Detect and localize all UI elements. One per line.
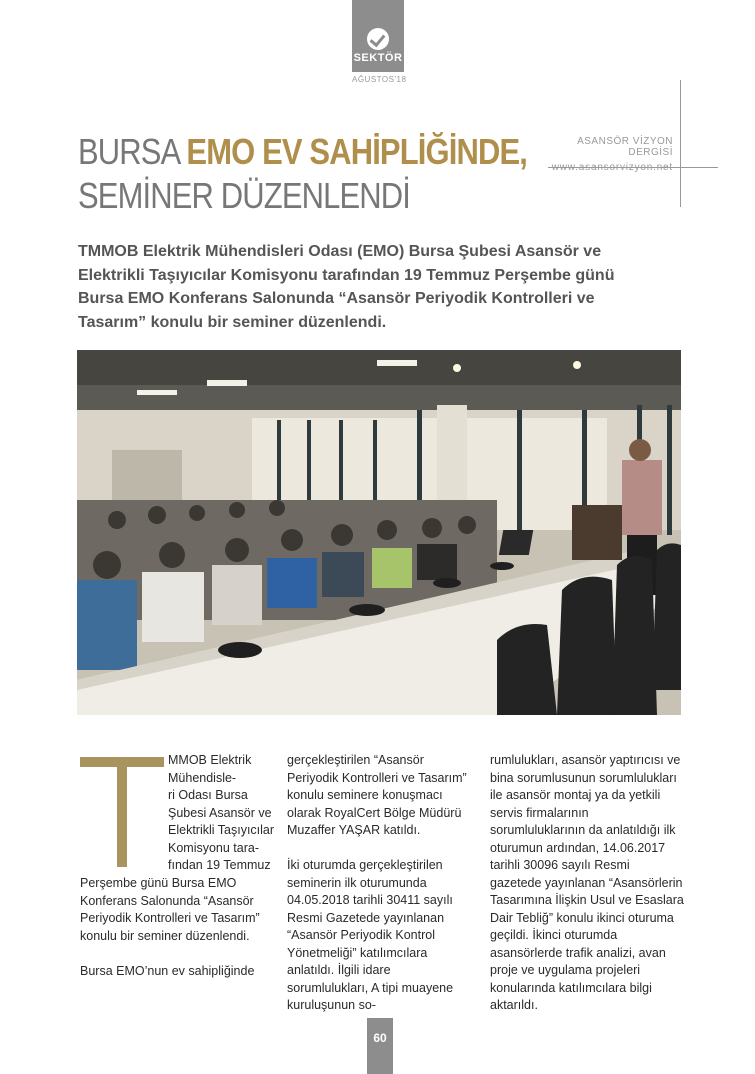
section-tab bbox=[352, 0, 404, 72]
column-2 bbox=[287, 752, 471, 1032]
title-part2: SEMİNER DÜZENLENDİ bbox=[78, 175, 411, 216]
divider-vertical bbox=[680, 80, 681, 207]
intro-line: fından 19 Temmuz bbox=[168, 858, 271, 872]
seminar-photo bbox=[77, 350, 681, 715]
drop-cap-stem bbox=[117, 757, 127, 867]
paragraph: İki oturumda gerçekleştirilen seminerin ilk oturumunda 04.05.2018 tarihli 30411 sayılı Resmi Gazetede yayınlanan “Asansör Periyodik Kontrol Yönetmeliği” katılımcılara anlatıldı. İlgili idare sorumlulukları, A tipi muayene kuruluşunun so- bbox=[287, 858, 454, 1012]
issue-date: AĞUSTOS'18 bbox=[352, 75, 407, 84]
article-title bbox=[78, 130, 542, 218]
section-label: SEKTÖR bbox=[353, 52, 403, 64]
drop-cap bbox=[80, 757, 164, 867]
checkmark-icon bbox=[367, 28, 389, 50]
paragraph: Perşembe günü Bursa EMO Konferans Salonunda “Asansör Periyodik Kontrolleri ve Tasarım” konulu bir seminer düzenlendi. bbox=[80, 876, 260, 943]
intro-line: MMOB Elektrik bbox=[168, 753, 252, 767]
intro-line: Şubesi Asansör ve bbox=[168, 805, 272, 820]
title-part1: BURSA bbox=[78, 131, 187, 172]
intro-line: ri Odası Bursa bbox=[168, 788, 248, 802]
intro-line: Elektrikli Taşıyıcılar bbox=[168, 823, 275, 837]
magazine-name: ASANSÖR VİZYON DERGİSİ bbox=[577, 136, 673, 158]
page-number: 60 bbox=[367, 1018, 393, 1074]
magazine-info bbox=[548, 136, 673, 173]
column-3 bbox=[490, 752, 684, 1032]
lead-paragraph: TMMOB Elektrik Mühendisleri Odası (EMO) Bursa Şubesi Asansör ve Elektrikli Taşıyıcılar Komisyonu tarafından 19 Temmuz Perşembe günü Bursa EMO Konferans Salonunda “Asansör Periyodik Kontrolleri ve Tasarım” konulu bir seminer düzenlendi. bbox=[78, 243, 615, 331]
title-accent: EMO EV SAHİPLİĞİNDE, bbox=[186, 131, 528, 172]
paragraph: gerçekleştirilen “Asansör Periyodik Kontrolleri ve Tasarım” konulu seminere konuşmacı olarak RoyalCert Bölge Müdürü Muzaffer YAŞAR katıldı. bbox=[287, 753, 467, 837]
magazine-website: www.asansorvizyon.net bbox=[551, 162, 673, 173]
intro-line: Mühendisle- bbox=[168, 770, 237, 785]
column-1-intro bbox=[168, 752, 278, 875]
paragraph: Bursa EMO’nun ev sahipliğinde bbox=[80, 963, 255, 978]
paragraph: rumlulukları, asansör yaptırıcısı ve bina sorumlusunun sorumlulukları ile asansör montaj ya da yetkili servis firmalarının sorumluluklarının da anlatıldığı ilk oturumun ardından, 14.06.2017 tarihli 30096 sayılı Resmi gazetede yayınlanan “Asansörlerin Tasarımına İlişkin Usul ve Esaslara Dair Tebliğ” konulu ikinci oturuma geçildi. İkinci oturumda asansörlerde trafik analizi, avan proje ve uygulama projeleri konularında katılımcılara bilgi aktarıldı. bbox=[490, 753, 684, 1012]
seminar-photo-illustration bbox=[77, 350, 681, 715]
intro-line: Komisyonu tara- bbox=[168, 840, 260, 855]
column-1 bbox=[80, 875, 272, 998]
